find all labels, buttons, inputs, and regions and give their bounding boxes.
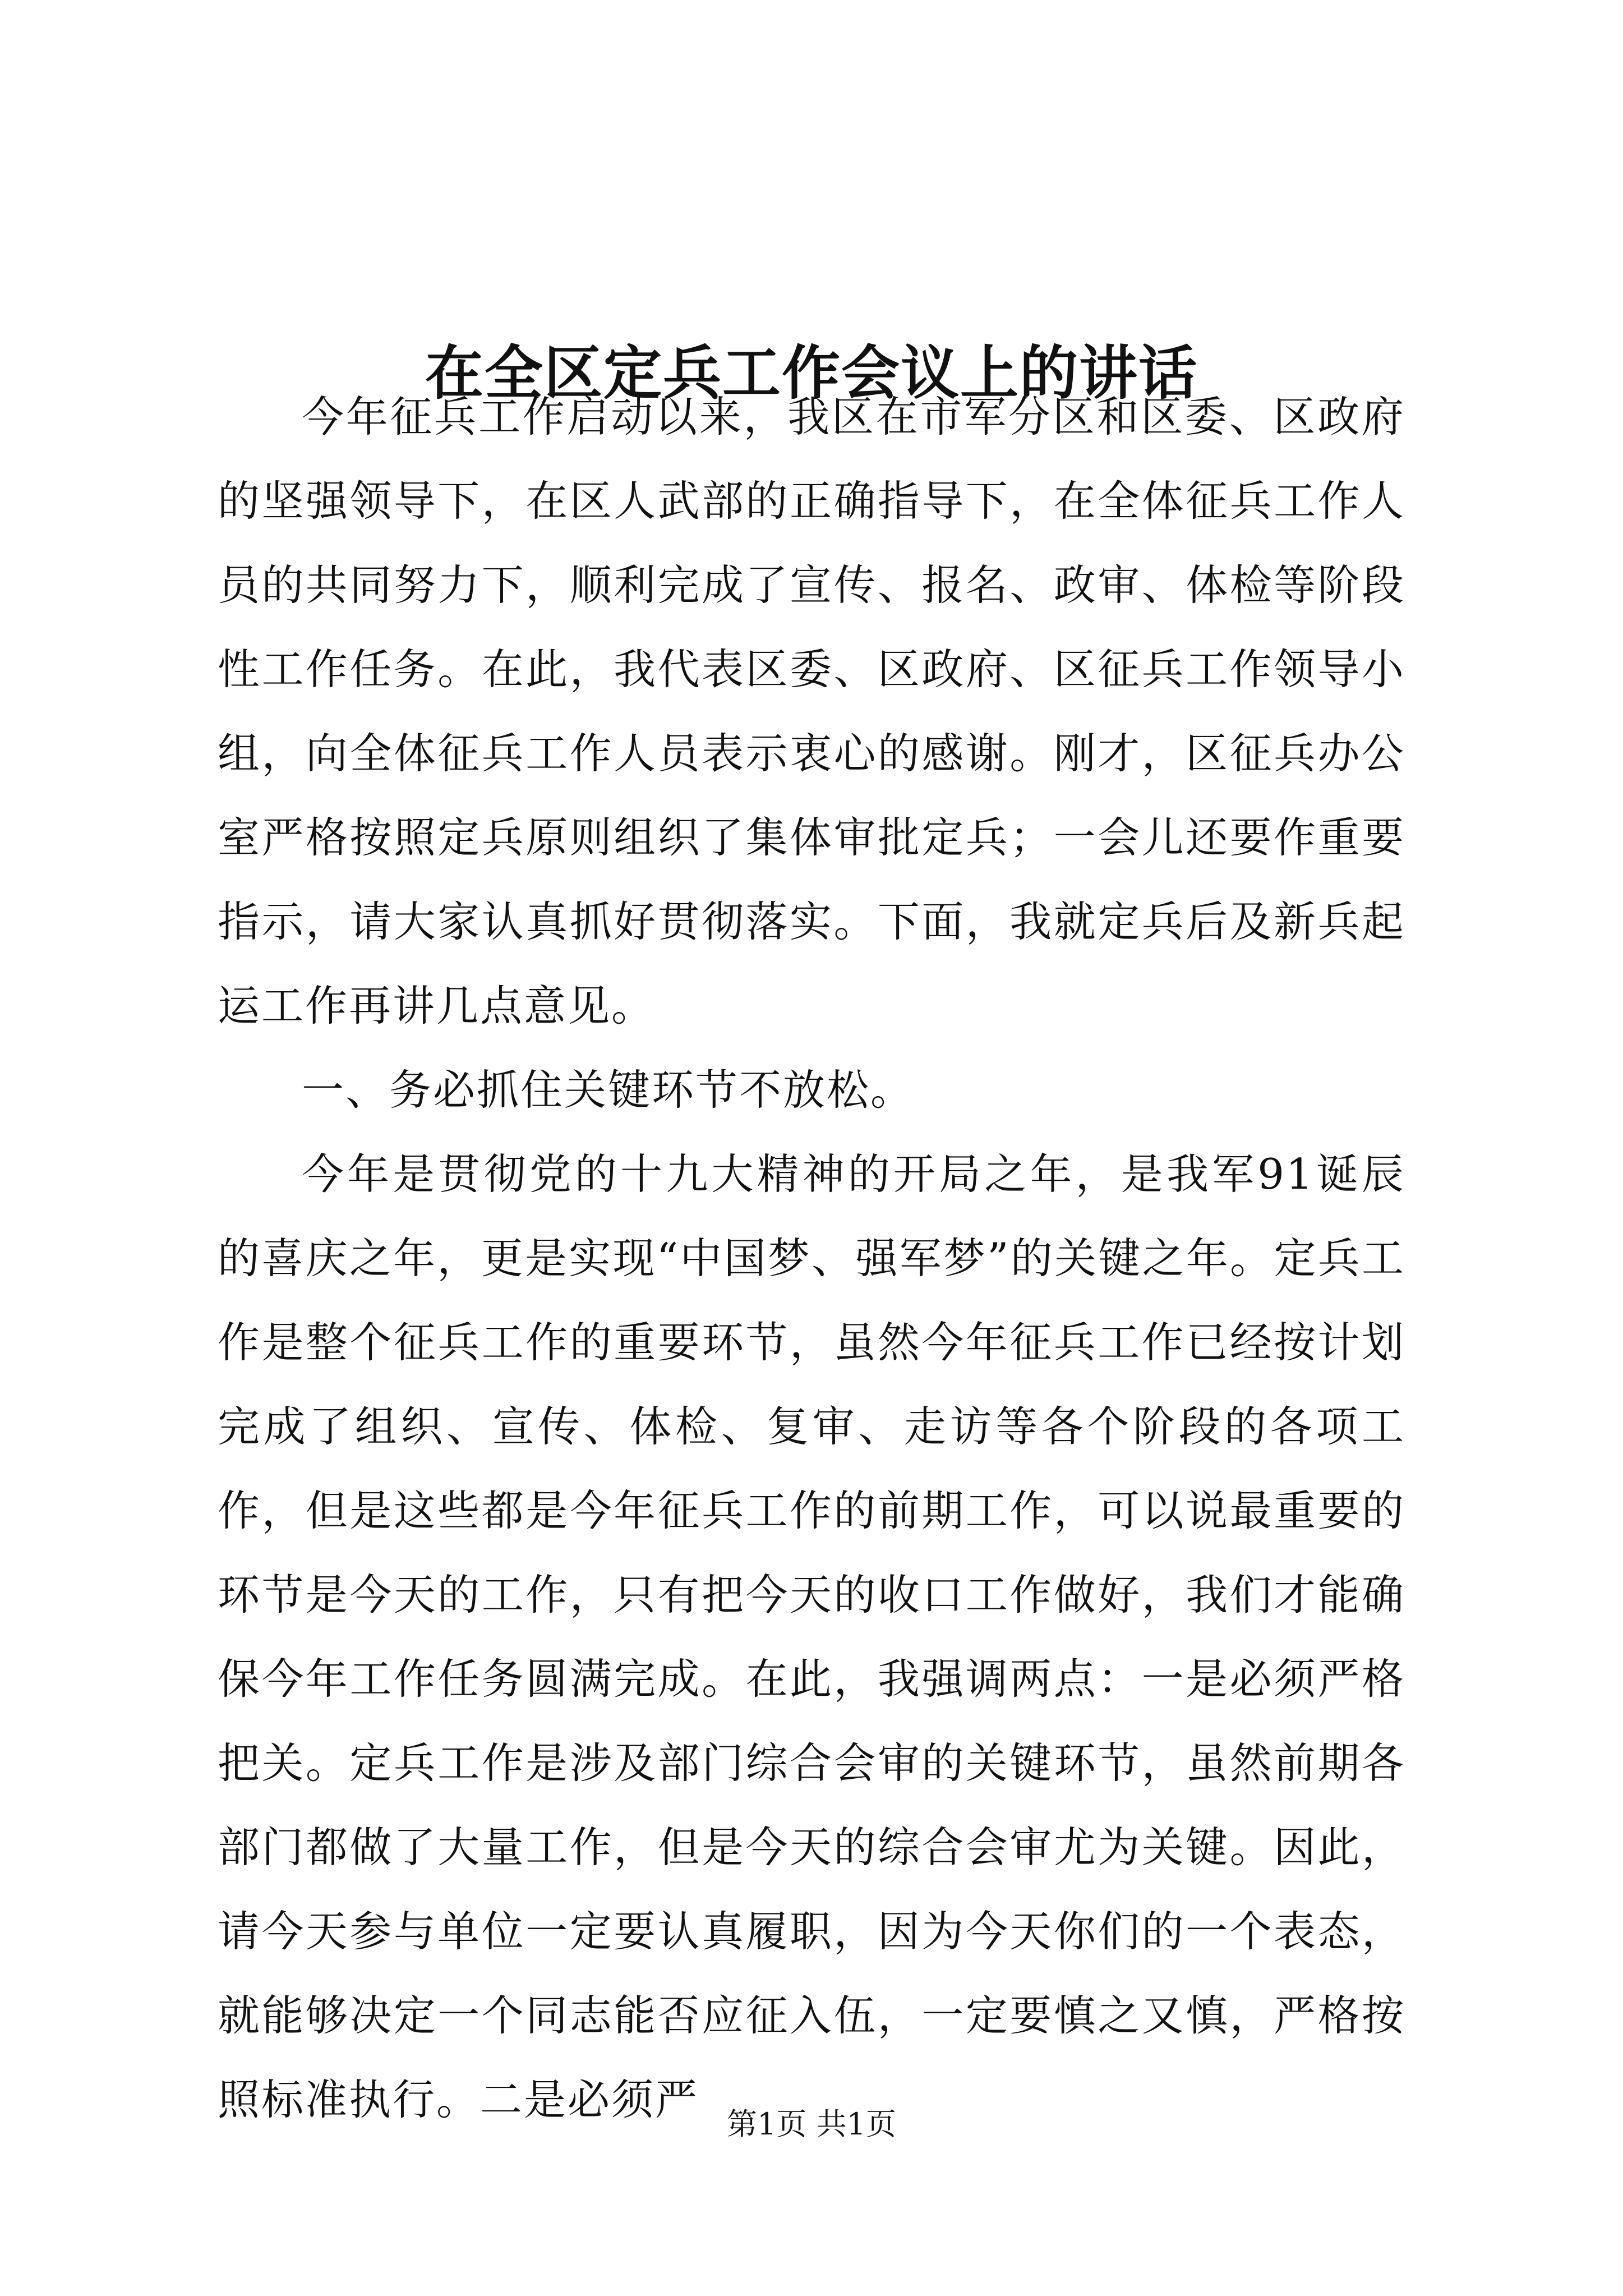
page-footer: 第1页 共1页	[727, 2106, 896, 2142]
paragraph-intro: 今年征兵工作启动以来，我区在市军分区和区委、区政府的坚强领导下，在区人武部的正确指导下，在全体征兵工作人员的共同努力下，顺利完成了宣传、报名、政审、体检等阶段性工作任务。在此，我代表区委、区政府、区征兵工作领导小组，向全体征兵工作人员表示衷心的感谢。刚才，区征兵办公室严格按照定兵原则组织了集体审批定兵；一会儿还要作重要指示，请大家认真抓好贯彻落实。下面，我就定兵后及新兵起运工作再讲几点意见。	[218, 392, 1405, 1030]
section-heading-1: 一、务必抓住关键环节不放松。	[302, 1065, 915, 1115]
document-body	[218, 375, 1405, 2142]
paragraph-section-1: 今年是贯彻党的十九大精神的开局之年，是我军91诞辰的喜庆之年，更是实现“中国梦、强军梦”的关键之年。定兵工作是整个征兵工作的重要环节，虽然今年征兵工作已经按计划完成了组织、宣传、体检、复审、走访等各个阶段的各项工作，但是这些都是今年征兵工作的前期工作，可以说最重要的环节是今天的工作，只有把今天的收口工作做好，我们才能确保今年工作任务圆满完成。在此，我强调两点：一是必须严格把关。定兵工作是涉及部门综合会审的关键环节，虽然前期各部门都做了大量工作，但是今天的综合会审尤为关键。因此，请今天参与单位一定要认真履职，因为今天你们的一个表态，就能够决定一个同志能否应征入伍，一定要慎之又慎，严格按照标准执行。二是必须严	[218, 1149, 1405, 2124]
document-title: 在全区定兵工作会议上的讲话	[425, 338, 1198, 407]
